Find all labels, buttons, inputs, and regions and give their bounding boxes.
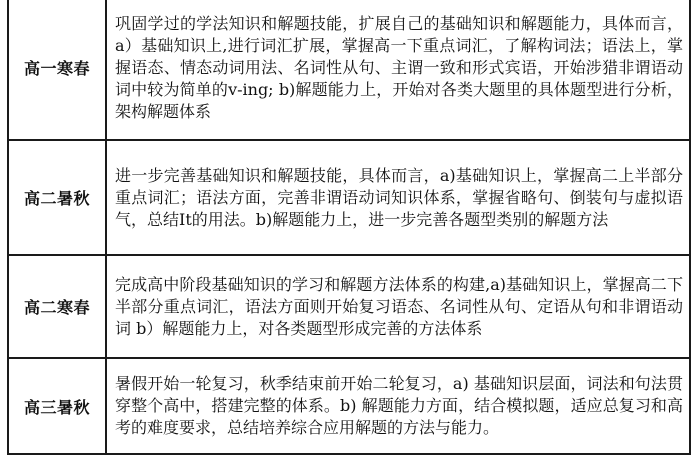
stage-description: 巩固学过的学法知识和解题技能，扩展自己的基础知识和解题能力，具体而言，a）基础知识上,进行词汇扩展，掌握高一下重点词汇，了解构词法；语法上，掌握语态、情态动词用法、名词性从句、主谓一致和形式宾语，开始涉猎非谓语动词中较为简单的v-ing; b)解题能力上，开始对各类大题里的具体题型进行分析，架构解题体系 — [106, 0, 690, 140]
stage-label: 高三暑秋 — [8, 358, 106, 454]
table-row — [8, 255, 690, 358]
stage-description: 暑假开始一轮复习，秋季结束前开始二轮复习，a) 基础知识层面，词法和句法贯穿整个高中，搭建完整的体系。b) 解题能力方面，结合模拟题，适应总复习和高考的难度要求，总结培养综合应用解题的方法与能力。 — [106, 358, 690, 454]
study-plan-table — [7, 0, 691, 455]
table-row — [8, 140, 690, 255]
stage-label: 高一寒春 — [8, 0, 106, 140]
table-row — [8, 358, 690, 454]
stage-description: 完成高中阶段基础知识的学习和解题方法体系的构建,a)基础知识上，掌握高二下半部分重点词汇，语法方面则开始复习语态、名词性从句、定语从句和非谓语动词 b）解题能力上，对各类题型形成完善的方法体系 — [106, 255, 690, 358]
stage-description: 进一步完善基础知识和解题技能，具体而言，a)基础知识上，掌握高二上半部分重点词汇；语法方面，完善非谓语动词知识体系，掌握省略句、倒装句与虚拟语气，总结It的用法。b)解题能力上，进一步完善各题型类别的解题方法 — [106, 140, 690, 255]
stage-label: 高二暑秋 — [8, 140, 106, 255]
stage-label: 高二寒春 — [8, 255, 106, 358]
table-row — [8, 0, 690, 140]
